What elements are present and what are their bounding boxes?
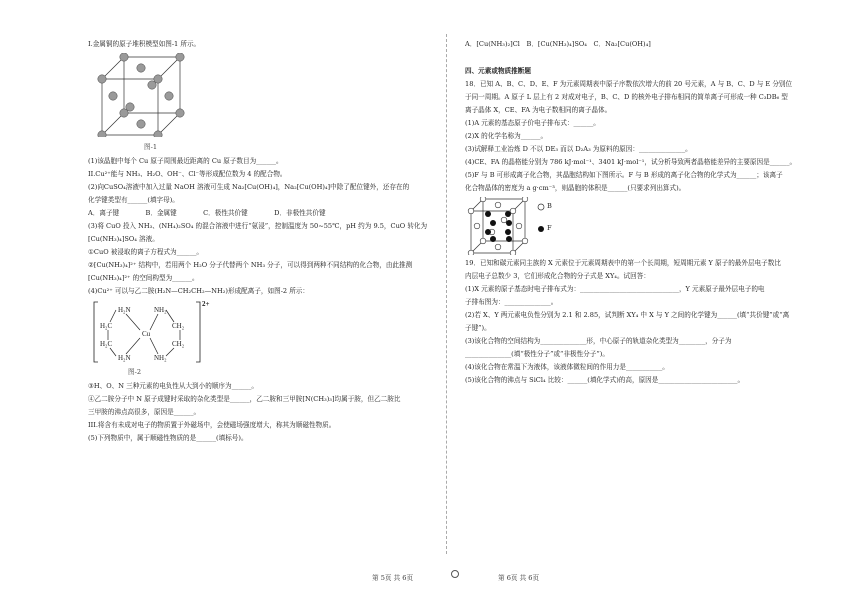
cu-atom (176, 109, 184, 117)
text-line: 离子晶体 X，CE、FA 为电子数相同的离子晶体。 (465, 106, 612, 114)
b-ion (516, 223, 522, 229)
text-line: 于同一周期。A 原子 L 层上有 2 对成对电子，B、C、D 的核外电子排布相同的简单离子可形成一种 C₃DB₆ 型 (465, 93, 788, 101)
figure-1-caption: 图-1 (144, 143, 158, 151)
b-ion (495, 202, 501, 208)
fig2-label-ch2-lower: CH₂ (172, 340, 185, 348)
cell-edge (158, 113, 180, 135)
f-ion (505, 229, 511, 235)
f-ion (506, 236, 512, 242)
cu-atom (109, 92, 117, 100)
b-ion (468, 208, 474, 214)
b-ion (474, 223, 480, 229)
text-line: (3)将 CuO 投入 NH₃、(NH₄)₂SO₄ 的混合溶液中进行“氨浸”，控制温度为 50~55℃，pH 约为 9.5，CuO 转化为 (88, 222, 428, 230)
fig2-label-h2c: H₂C (100, 322, 113, 330)
b-ion (495, 244, 501, 250)
text-line: II.Cu²⁺能与 NH₃、H₂O、OH⁻、Cl⁻等形成配位数为 4 的配合物。 (88, 170, 287, 178)
fig2-label-cu: Cu (142, 330, 151, 338)
f-ion (490, 236, 496, 242)
b-ion (522, 197, 528, 202)
figure-2-cu-ethylenediamine (88, 298, 433, 368)
text-line: 化学键类型有______(填字母)。 (88, 196, 179, 204)
legend-b-marker (538, 204, 544, 210)
text-line: (2)向CuSO₄溶液中加入过量 NaOH 溶液可生成 Na₂[Cu(OH)₄]，Na₂[Cu(OH)₄]中除了配位键外，还存在的 (88, 183, 410, 191)
f-ion (490, 220, 496, 226)
text-line: 三甲胺的沸点高很多，原因是______。 (88, 408, 201, 416)
binding-circle-icon (451, 570, 459, 578)
cu-atom (165, 92, 173, 100)
text-line: (4)Cu²⁺ 可以与乙二胺(H₂N—CH₂CH₂—NH₂)形成配离子，如图-2 所示： (88, 287, 309, 295)
figure-ionic-crystal (465, 195, 810, 257)
text-line: (5)下列物质中，属于顺磁性物质的是______(填标号)。 (88, 434, 248, 442)
cu-atom (98, 75, 106, 83)
legend-f-label: F (547, 224, 552, 232)
cell-edge (102, 57, 124, 79)
fig2-charge: 2+ (202, 300, 210, 308)
text-line: 18．已知 A、B、C、D、E、F 为元素周期表中原子序数依次增大的前 20 号元素，A 与 B、C、D 与 E 分别位 (465, 80, 793, 88)
text-line: (3)该化合物的空间结构为______________形，中心原子的轨道杂化类型为________，分子为 (465, 337, 732, 345)
b-ion (480, 238, 486, 244)
text-line: (5)该化合物的沸点与 SiCl₄ 比较：______(填化学式)的高，原因是________________________。 (465, 376, 745, 384)
b-ion (468, 250, 474, 255)
text-line: I.金属铜的原子堆积模型如图-1 所示。 (88, 40, 201, 48)
f-ion (505, 211, 511, 217)
f-ion (506, 220, 512, 226)
cu-atom (120, 53, 128, 61)
text-line: [Cu(NH₃)₄]²⁺ 的空间构型为______。 (88, 274, 199, 282)
text-line: III.将含有未成对电子的物质置于外磁场中，会使磁场强度增大，称其为顺磁性物质。 (88, 421, 336, 429)
cell-edge (158, 57, 180, 79)
text-line: 子键”)。 (465, 324, 491, 332)
text-line: (1)该晶胞中每个 Cu 原子周围最近距离的 Cu 原子数目为______。 (88, 157, 283, 165)
cu-atom (98, 131, 106, 137)
fig2-label-h2n: H₂N (118, 306, 131, 314)
b-ion (501, 217, 507, 223)
f-ion (485, 211, 491, 217)
fig2-label-nh2-lower: NH₂ (154, 354, 167, 362)
cu-atom (126, 103, 134, 111)
text-line: 内层电子总数少 3，它们形成化合物的分子式是 XY₄。试回答： (465, 272, 650, 280)
text-line: (2)若 X、Y 两元素电负性分别为 2.1 和 2.85，试判断 XY₄ 中 X 与 Y 之间的化学键为______(填“共价键”或“离 (465, 311, 790, 319)
b-ion (480, 197, 486, 202)
text-line: ③H、O、N 三种元素的电负性从大到小的顺序为______。 (88, 382, 258, 390)
text-line: ①CuO 被浸取的离子方程式为______。 (88, 248, 204, 256)
left-page (88, 38, 433, 445)
cu-atom (176, 53, 184, 61)
text-line: (1)X 元素的原子基态时电子排布式为：______________________________，Y 元素原子最外层电子的电 (465, 285, 765, 293)
b-ion (510, 208, 516, 214)
right-page (465, 38, 810, 387)
text-line: 子排布图为：______________。 (465, 298, 558, 306)
text-line: (4)CE、FA 的晶格能分别为 786 kJ·mol⁻¹、3401 kJ·mol⁻¹，试分析导致两者晶格能差异的主要原因是______。 (465, 158, 797, 166)
cu-atom (148, 81, 156, 89)
b-ion (522, 238, 528, 244)
text-line: 化合物晶体的密度为 a g·cm⁻³，则晶胞的体积是______(只要求列出算式)。 (465, 184, 686, 192)
text-line: (3)试解释工业冶炼 D 不以 DE₃ 而以 D₂A₃ 为原料的原因：______________。 (465, 145, 692, 153)
text-line: (1)A 元素的基态原子价电子排布式：______。 (465, 119, 600, 127)
legend-b-label: B (547, 202, 552, 210)
text-line: [Cu(NH₃)₄]SO₄ 溶液。 (88, 235, 159, 243)
page-divider (446, 34, 447, 554)
text-line: ④乙二胺分子中 N 原子成键时采取的杂化类型是______，乙二胺和三甲胺[N(CH₃)₃]均属于胺，但乙二胺比 (88, 395, 401, 403)
legend-f-marker (538, 226, 544, 232)
section-heading: 四、元素或物质推断题 (465, 67, 531, 75)
cu-atom (137, 120, 145, 128)
fig2-label-nh2: NH₂ (154, 306, 167, 314)
figure-1-cu-lattice (88, 51, 433, 143)
text-line: ______________(填“极性分子”或“非极性分子”)。 (465, 350, 609, 358)
page-number-left: 第 5页 共 6页 (372, 574, 414, 582)
b-ion (510, 250, 516, 255)
text-line: ②[Cu(NH₃)₄]²⁺ 结构中，若用两个 H₂O 分子代替两个 NH₃ 分子，可以得到两种不同结构的化合物，由此推测 (88, 261, 413, 269)
cell-edge (102, 113, 124, 135)
f-ion (485, 229, 491, 235)
fig2-label-ch2: CH₂ (172, 322, 185, 330)
cu-atom (154, 131, 162, 137)
page-number-right: 第 6页 共 6页 (498, 574, 540, 582)
figure-2-caption: 图-2 (128, 368, 142, 376)
fig2-label-h2n-lower: H₂N (118, 354, 131, 362)
text-line: A．[Cu(NH₃)₂]Cl B．[Cu(NH₃)₄]SO₄ C．Na₂[Cu(OH)₄] (465, 40, 651, 48)
text-line: (5)F 与 B 可形成离子化合物，其晶胞结构如下图所示。F 与 B 形成的离子化合物的化学式为______；该离子 (465, 171, 783, 179)
fig2-label-h2c-lower: H₂C (100, 340, 113, 348)
text-line: (2)X 的化学名称为______。 (465, 132, 548, 140)
text-line: (4)该化合物在常温下为液体，该液体微粒间的作用力是___________。 (465, 363, 669, 371)
cu-atom (137, 64, 145, 72)
text-line: A．离子键 B．金属键 C．极性共价键 D．非极性共价键 (88, 209, 326, 217)
text-line: 19．已知和碳元素同主族的 X 元素位于元素周期表中的第一个长周期，短周期元素 Y 原子的最外层电子数比 (465, 259, 781, 267)
